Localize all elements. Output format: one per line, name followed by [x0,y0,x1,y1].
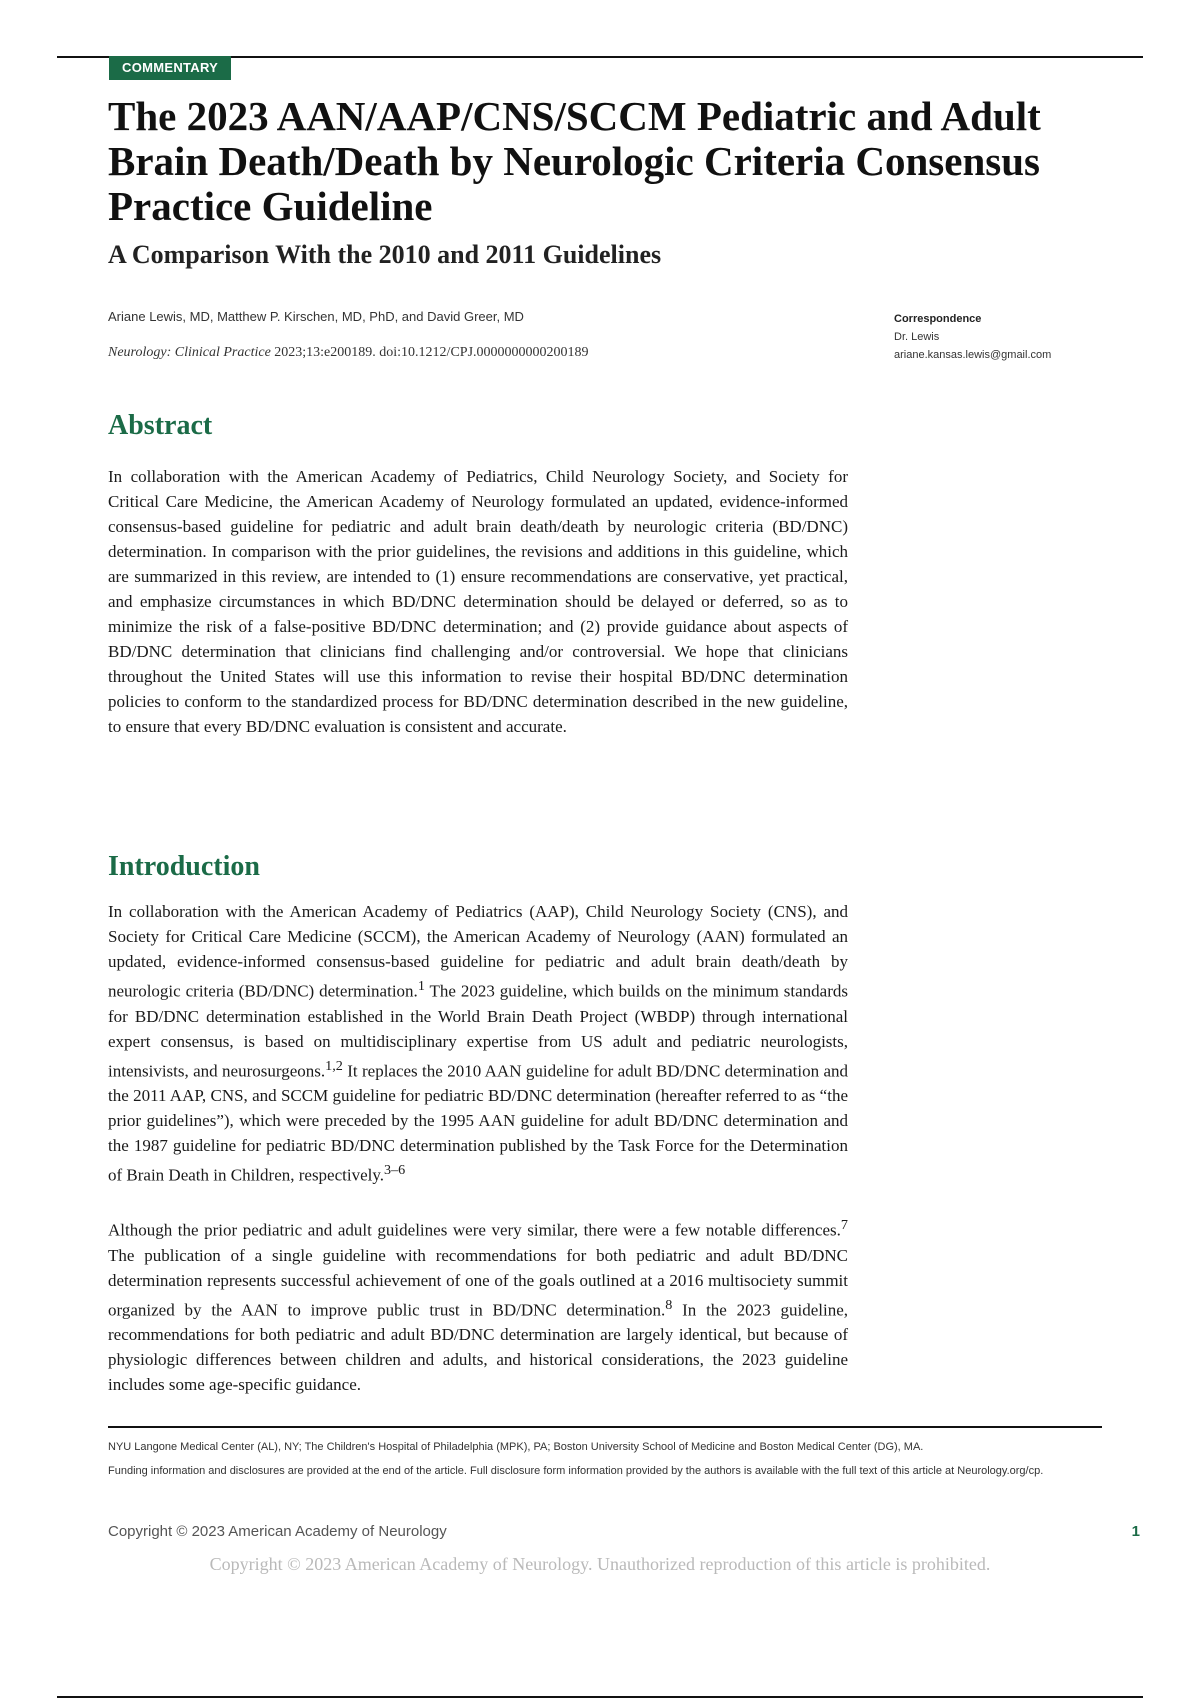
citation-superscript: 1,2 [325,1057,343,1074]
introduction-heading: Introduction [108,851,260,882]
abstract-text [108,464,848,739]
copyright-watermark: Copyright © 2023 American Academy of Neurology. Unauthorized reproduction of this article is prohibited. [209,1554,991,1574]
copyright-line: Copyright © 2023 American Academy of Neurology [108,1523,447,1540]
title-line: Brain Death/Death by Neurologic Criteria Consensus [108,138,1040,184]
correspondence-block [894,310,1144,364]
citation-superscript: 1 [417,978,425,994]
abstract-paragraph: In collaboration with the American Academy of Pediatrics, Child Neurology Society, and Society for Critical Care Medicine, the American Academy of Neurology formulated an updated, evidence-informed consensus-based guideline for pediatric and adult brain death/death by neurologic criteria (BD/DNC) determination. In comparison with the prior guidelines, the revisions and additions in this guideline, which are summarized in this review, are intended to (1) ensure recommendations are conservative, yet practical, and emphasize circumstances in which BD/DNC determination should be delayed or deferred, so as to minimize the risk of a false-positive BD/DNC determination; and (2) provide guidance about aspects of BD/DNC determination that clinicians find challenging and/or controversial. We hope that clinicians throughout the United States will use this information to revise their hospital BD/DNC determination policies to conform to the standardized process for BD/DNC determination described in the new guideline, to ensure that every BD/DNC evaluation is consistent and accurate. [108,467,848,736]
journal-name: Neurology: Clinical Practice [108,345,271,360]
introduction-text [108,899,848,1397]
abstract-heading: Abstract [108,410,213,441]
intro-paragraph-2 [108,1213,848,1397]
correspondence-name: Dr. Lewis [894,331,940,343]
text-run: Although the prior pediatric and adult guidelines were very similar, there were a few notable differences. [108,1220,841,1240]
article-type-badge: COMMENTARY [109,56,231,80]
citation-line [108,345,589,361]
citation-superscript: 7 [840,1216,848,1233]
text-run: The publication of a single guideline with recommendations for both pediatric and adult BD/DNC determination represents successful achievement of one of the goals outlined at a 2016 multisociety summit organized by the AAN to improve public trust in BD/DNC determination. [108,1245,848,1320]
author-list: Ariane Lewis, MD, Matthew P. Kirschen, MD, PhD, and David Greer, MD [108,309,524,324]
citation-details: 2023;13:e200189. doi:10.1212/CPJ.0000000000200189 [270,345,589,360]
citation-superscript: 8 [665,1296,673,1313]
correspondence-email[interactable]: ariane.kansas.lewis@gmail.com [894,349,1052,361]
text-run: The 2023 guideline, which builds on the minimum standards for BD/DNC determination established in the World Brain Death Project (WBDP) through international expert consensus, is based on multidisciplinary expertise from US adult and pediatric neurologists, intensivists, and neurosurgeons. [108,981,848,1081]
correspondence-label: Correspondence [894,313,982,325]
text-run: In the 2023 guideline, recommendations for both pediatric and adult BD/DNC determination are largely identical, but because of physiologic differences between children and adults, and historical considerations, the 2023 guideline includes some age-specific guidance. [108,1300,848,1395]
article-title [108,94,1108,229]
intro-paragraph-1 [108,899,848,1188]
text-run: It replaces the 2010 AAN guideline for adult BD/DNC determination and the 2011 AAP, CNS, and SCCM guideline for pediatric BD/DNC determination (hereafter referred to as “the prior guidelines”), which were preceded by the 1995 AAN guideline for adult BD/DNC determination and the 1987 guideline for pediatric BD/DNC determination published by the Task Force for the Determination of Brain Death in Children, respectively. [108,1061,848,1185]
text-run: In collaboration with the American Academy of Pediatrics (AAP), Child Neurology Society (CNS), and Society for Critical Care Medicine (SCCM), the American Academy of Neurology (AAN) formulated an updated, evidence-informed consensus-based guideline for pediatric and adult brain death/death by neurologic criteria (BD/DNC) determination. [108,902,848,1001]
title-line: The 2023 AAN/AAP/CNS/SCCM Pediatric and Adult [108,93,1041,139]
funding-note: Funding information and disclosures are provided at the end of the article. Full disclosure form information provided by the authors is available with the full text of this article at Neurology.org/cp. [108,1465,1044,1477]
article-subtitle: A Comparison With the 2010 and 2011 Guidelines [108,240,662,269]
title-line: Practice Guideline [108,183,433,229]
footnote-rule [108,1426,1102,1428]
affiliations-note: NYU Langone Medical Center (AL), NY; The Children's Hospital of Philadelphia (MPK), PA; Boston University School of Medicine and Boston Medical Center (DG), MA. [108,1441,924,1453]
citation-superscript: 3–6 [384,1162,406,1179]
page-bottom-rule [57,1696,1143,1698]
page-number: 1 [1131,1523,1140,1540]
